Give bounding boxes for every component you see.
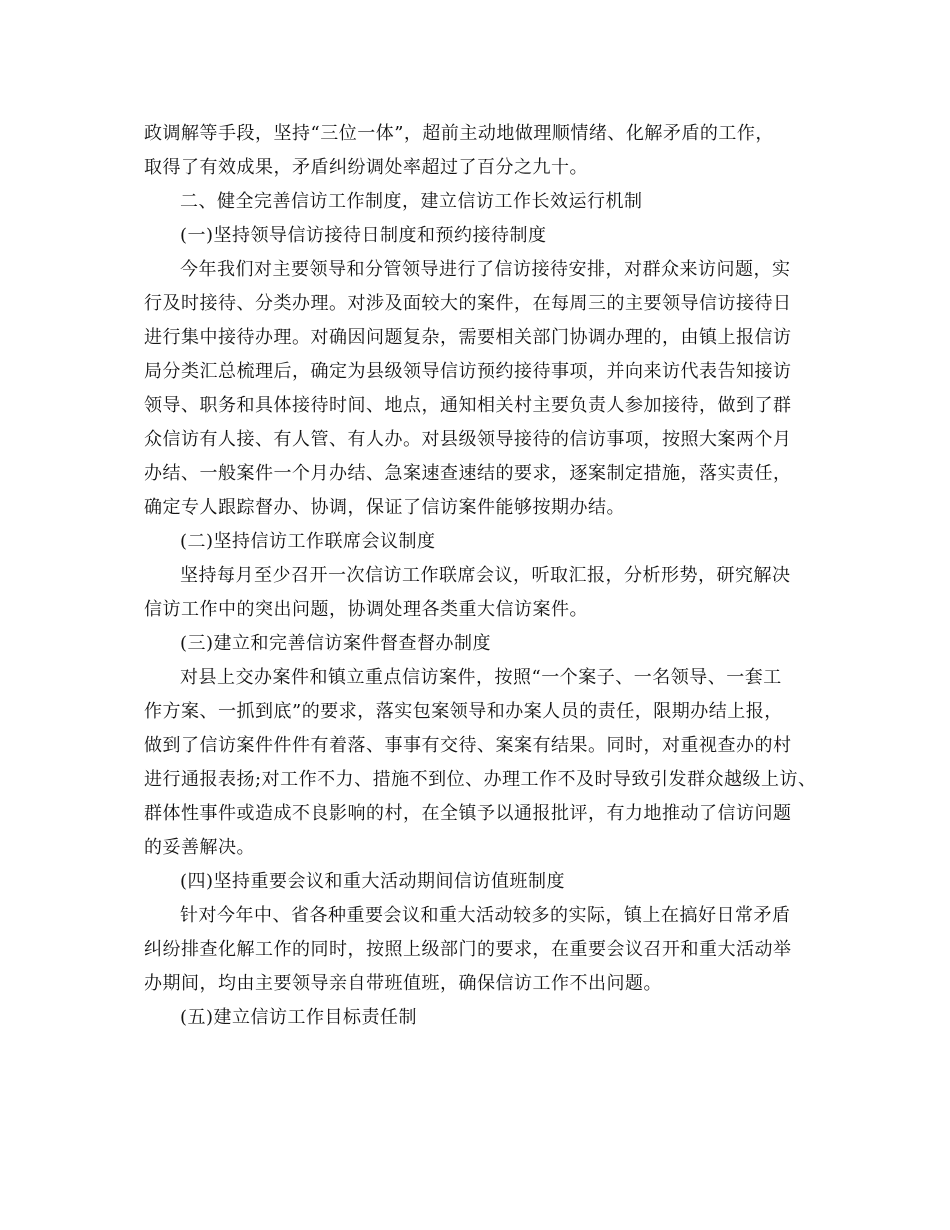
text-line: 众信访有人接、有人管、有人办。对县级领导接待的信访事项，按照大案两个月 [144,429,792,450]
text-line: 坚持每月至少召开一次信访工作联席会议，听取汇报，分析形势，研究解决 [180,565,791,586]
document-body [144,117,834,1035]
text-line: 群体性事件或造成不良影响的村，在全镇予以通报批评，有力地推动了信访问题 [144,803,792,824]
text-line: 做到了信访案件件件有着落、事事有交待、案案有结果。同时，对重视查办的村 [144,735,792,756]
text-line: 领导、职务和具体接待时间、地点，通知相关村主要负责人参加接待，做到了群 [144,395,792,416]
text-line: 二、健全完善信访工作制度，建立信访工作长效运行机制 [180,191,643,212]
text-line: 进行集中接待办理。对确因问题复杂，需要相关部门协调办理的，由镇上报信访 [144,327,792,348]
text-line: 今年我们对主要领导和分管领导进行了信访接待安排，对群众来访问题，实 [180,259,791,280]
text-line: 对县上交办案件和镇立重点信访案件，按照“一个案子、一名领导、一套工 [180,667,782,688]
text-line: 政调解等手段，坚持“三位一体”，超前主动地做理顺情绪、化解矛盾的工作， [144,123,774,144]
text-line: 针对今年中、省各种重要会议和重大活动较多的实际，镇上在搞好日常矛盾 [180,905,791,926]
text-line: 行及时接待、分类办理。对涉及面较大的案件，在每周三的主要领导信访接待日 [144,293,792,314]
text-line: (五)建立信访工作目标责任制 [180,1007,418,1028]
text-line: 取得了有效成果，矛盾纠纷调处率超过了百分之九十。 [144,157,588,178]
text-line: 作方案、一抓到底”的要求，落实包案领导和办案人员的责任，限期办结上报， [144,701,783,722]
text-line: (二)坚持信访工作联席会议制度 [180,531,436,552]
text-line: (四)坚持重要会议和重大活动期间信访值班制度 [180,871,566,892]
text-line: 办期间，均由主要领导亲自带班值班，确保信访工作不出问题。 [144,973,662,994]
text-line: (一)坚持领导信访接待日制度和预约接待制度 [180,225,547,246]
text-line: 的妥善解决。 [144,837,255,858]
text-line: 纠纷排查化解工作的同时，按照上级部门的要求，在重要会议召开和重大活动举 [144,939,792,960]
text-line: 信访工作中的突出问题，协调处理各类重大信访案件。 [144,599,588,620]
text-line: 局分类汇总梳理后，确定为县级领导信访预约接待事项，并向来访代表告知接访 [144,361,792,382]
text-line: 进行通报表扬;对工作不力、措施不到位、办理工作不及时导致引发群众越级上访、 [144,769,817,790]
text-line: (三)建立和完善信访案件督查督办制度 [180,633,492,654]
text-line: 确定专人跟踪督办、协调，保证了信访案件能够按期办结。 [144,497,625,518]
text-line: 办结、一般案件一个月办结、急案速查速结的要求，逐案制定措施，落实责任， [144,463,792,484]
